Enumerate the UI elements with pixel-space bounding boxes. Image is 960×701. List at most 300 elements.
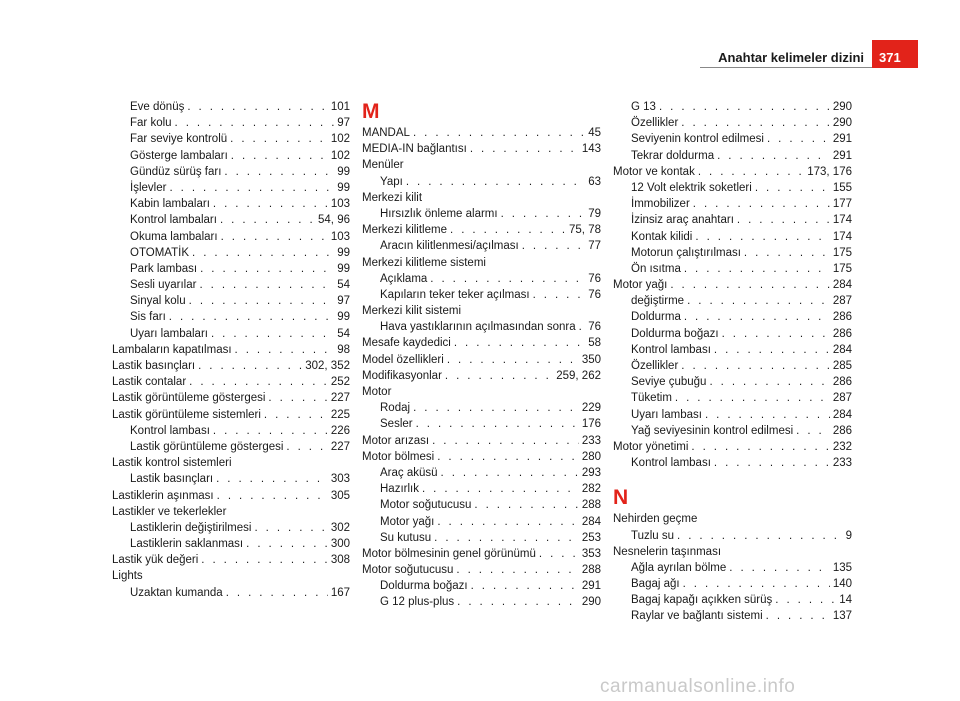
index-entry [112,488,350,504]
index-entry [613,455,852,471]
index-term: Eve dönüş [130,101,185,113]
index-term: Doldurma boğazı [380,580,468,593]
index-entry [613,180,852,196]
index-entry [112,504,350,520]
page-reference: 284 [581,515,601,528]
index-term: Motorun çalıştırılması [631,246,741,259]
page-reference: 302, 352 [305,360,350,372]
dot-leader [659,99,830,115]
dot-leader [767,131,830,147]
page-reference: 290 [832,117,852,130]
page-reference: 103 [330,198,350,211]
index-term: Okuma lambaları [130,230,218,243]
index-term: Merkezi kilitleme [362,224,447,237]
index-entry [112,261,350,277]
index-entry [112,180,350,196]
index-term: Bagaj kapağı açıkken sürüş [631,594,773,607]
dot-leader [714,342,830,358]
page-reference: 175 [832,246,852,259]
index-term: Yapı [380,175,403,188]
index-term: Aracın kilitlenmesi/açılması [380,240,519,253]
index-entry [362,400,601,416]
index-term: Lastik görüntüleme göstergesi [130,440,284,453]
dot-leader [175,115,335,131]
dot-leader [213,423,328,439]
index-term: Lastik basınçları [130,473,214,486]
index-term: Tuzlu su [631,529,675,542]
dot-leader [675,390,830,406]
dot-leader [199,277,334,293]
dot-leader [437,449,579,465]
dot-leader [189,293,335,309]
index-entry [362,562,601,578]
index-entry [362,335,601,351]
page-reference: 284 [832,279,852,292]
index-term: Motor yağı [613,279,668,292]
dot-leader [264,407,328,423]
index-entry [362,368,601,384]
dot-leader [457,594,579,610]
index-term: Modifikasyonlar [362,369,442,382]
index-term: Motor yağı [380,515,435,528]
index-term: Doldurma boğazı [631,327,719,340]
header-divider [700,67,872,68]
index-term: MEDIA-IN bağlantısı [362,143,467,156]
index-term: Motor yönetimi [613,440,689,453]
page-reference: 102 [330,149,350,162]
index-term: Mesafe kaydedici [362,337,451,350]
page-reference: 101 [330,101,350,113]
index-term: Nehirden geçme [613,513,698,526]
page-reference: 143 [581,143,601,156]
dot-leader [187,99,327,115]
page-reference: 99 [337,246,350,259]
index-entry [112,568,350,584]
index-term: Lastiklerin aşınması [112,489,214,502]
dot-leader [441,465,579,481]
index-term: Bagaj ağı [631,578,680,591]
page-reference: 76 [588,321,601,334]
page-reference: 227 [330,392,350,405]
page-reference: 99 [337,165,350,178]
dot-leader [246,536,328,552]
dot-leader [416,416,579,432]
dot-leader [471,578,579,594]
index-entry [362,514,601,530]
page-reference: 99 [337,262,350,275]
page-reference: 233 [581,434,601,447]
index-term: Motor arızası [362,434,430,447]
index-term: Hırsızlık önleme alarmı [380,207,498,220]
dot-leader [737,212,830,228]
index-term: Ön ısıtma [631,262,681,275]
index-term: Merkezi kilitleme sistemi [362,256,486,269]
index-term: Lastik kontrol sistemleri [112,457,232,470]
dot-leader [230,131,328,147]
index-term: MANDAL [362,127,410,139]
dot-leader [522,238,586,254]
dot-leader [579,319,586,335]
index-term: İmmobilizer [631,198,690,211]
dot-leader [714,455,830,471]
page-reference: 350 [581,353,601,366]
dot-leader [691,439,829,455]
page-reference: 54, 96 [318,214,350,227]
dot-leader [200,261,334,277]
index-term: Nesnelerin taşınması [613,545,722,558]
index-entry [362,238,601,254]
page-reference: 167 [330,586,350,599]
index-entry [362,255,601,271]
index-entry [362,287,601,303]
index-entry [362,384,601,400]
page-reference: 305 [330,489,350,502]
index-term: Motor bölmesinin genel görünümü [362,547,536,560]
page-reference: 302 [330,521,350,534]
page-reference: 98 [337,343,350,356]
index-term: Gösterge lambaları [130,149,228,162]
page-reference: 232 [832,440,852,453]
index-entry [362,303,601,319]
index-term: G 13 [631,101,656,113]
dot-leader [189,374,328,390]
page-reference: 284 [832,343,852,356]
index-entry [112,390,350,406]
index-term: Uyarı lambası [631,408,702,421]
index-entry [613,358,852,374]
page-reference: 287 [832,392,852,405]
index-entry [112,245,350,261]
index-term: Hazırlık [380,483,419,496]
page-reference: 353 [581,547,601,560]
dot-leader [406,174,585,190]
index-term: Özellikler [631,360,679,372]
page-reference: 253 [581,531,601,544]
index-term: Far seviye kontrolü [130,133,228,146]
page-reference: 174 [832,214,852,227]
index-term: Lastik yük değeri [112,554,199,567]
index-term: Model özellikleri [362,353,444,366]
dot-leader [286,439,327,455]
page-reference: 288 [581,499,601,512]
index-entry [613,99,852,115]
index-term: Lastikler ve tekerlekler [112,505,227,518]
index-list-m [362,125,601,611]
page-reference: 291 [832,149,852,162]
dot-leader [744,245,830,261]
page-reference: 58 [588,337,601,350]
page-reference: 77 [588,240,601,253]
page-reference: 103 [330,230,350,243]
index-term: İzinsiz araç anahtarı [631,214,734,227]
page-reference: 290 [832,101,852,113]
page-reference: 286 [832,376,852,389]
index-entry [613,261,852,277]
page-reference: 177 [832,198,852,211]
dot-leader [539,546,579,562]
section-letter-n: N [613,486,629,510]
dot-leader [501,206,586,222]
index-term: Motor ve kontak [613,165,695,178]
dot-leader [198,358,302,374]
dot-leader [470,141,579,157]
dot-leader [454,335,585,351]
index-term: Merkezi kilit [362,191,423,204]
index-entry [112,277,350,293]
page-reference: 225 [330,408,350,421]
watermark: carmanualsonline.info [600,676,796,697]
page-reference: 97 [337,117,350,130]
index-entry [362,465,601,481]
index-entry [112,520,350,536]
index-entry [362,481,601,497]
dot-leader [796,423,830,439]
dot-leader [684,309,830,325]
page-reference: 291 [832,133,852,146]
index-term: değiştirme [631,295,685,308]
index-term: Tüketim [631,392,672,405]
dot-leader [211,326,334,342]
index-entry [362,190,601,206]
index-term: Menüler [362,159,404,172]
page-reference: 308 [330,554,350,567]
index-entry [112,148,350,164]
index-term: Uyarı lambaları [130,327,208,340]
index-term: Lambaların kapatılması [112,343,232,356]
dot-leader [437,514,578,530]
index-column-3 [613,99,852,625]
dot-leader [729,560,830,576]
section-letter-m: M [362,100,380,123]
index-entry [112,342,350,358]
index-term: Motor soğutucusu [362,564,454,577]
page-reference: 300 [330,538,350,551]
index-entry [362,449,601,465]
index-term: Uzaktan kumanda [130,586,223,599]
index-term: Sesler [380,418,413,431]
page-reference: 99 [337,181,350,194]
page-reference: 102 [330,133,350,146]
index-entry [613,212,852,228]
index-term: İşlevler [130,181,167,194]
page-reference: 286 [832,311,852,324]
dot-leader [684,261,830,277]
index-term: Sis farı [130,311,166,324]
index-column-1 [112,99,350,601]
page-reference: 173, 176 [807,165,852,178]
index-entry [362,319,601,335]
page-reference: 280 [581,450,601,463]
index-term: Rodaj [380,402,411,415]
page-reference: 288 [581,564,601,577]
page-reference: 293 [581,466,601,479]
dot-leader [705,407,830,423]
index-entry [112,374,350,390]
index-entry [613,528,852,544]
dot-leader [681,358,830,374]
index-entry [613,511,852,527]
index-term: Seviye çubuğu [631,376,707,389]
index-term: Gündüz sürüş farı [130,165,222,178]
index-entry [613,439,852,455]
page-reference: 76 [588,272,601,285]
page-reference: 79 [588,207,601,220]
dot-leader [217,488,328,504]
index-entry [112,536,350,552]
index-term: Lastik contalar [112,376,187,389]
page-reference: 137 [832,610,852,623]
dot-leader [231,148,328,164]
page-reference: 227 [330,440,350,453]
index-entry [112,293,350,309]
index-entry [613,131,852,147]
index-term: Kontrol lambası [130,424,210,437]
dot-leader [169,309,334,325]
dot-leader [221,229,328,245]
dot-leader [213,196,328,212]
index-entry [613,342,852,358]
index-list-n [613,511,852,624]
index-entry [613,407,852,423]
index-term: Sesli uyarılar [130,279,197,292]
index-entry [362,578,601,594]
dot-leader [766,608,830,624]
index-entry [362,174,601,190]
dot-leader [755,180,830,196]
index-entry [112,326,350,342]
dot-leader [413,400,579,416]
index-entry [362,141,601,157]
index-entry [362,497,601,513]
index-entry [613,115,852,131]
index-entry [112,423,350,439]
dot-leader [695,229,829,245]
index-entry [362,222,601,238]
index-term: Su kutusu [380,531,432,544]
page-reference: 286 [832,424,852,437]
index-entry [362,416,601,432]
index-entry [112,358,350,374]
index-column-2 [362,99,601,611]
dot-leader [235,342,335,358]
index-term: Kontrol lambaları [130,214,217,227]
page-number: 371 [879,50,901,65]
index-entry [613,229,852,245]
index-term: Park lambası [130,262,198,275]
dot-leader [169,180,334,196]
dot-leader [474,497,578,513]
index-term: Kabin lambaları [130,198,210,211]
index-entry [613,164,852,180]
dot-leader [254,520,327,536]
dot-leader [434,530,579,546]
index-entry [362,206,601,222]
page-reference: 9 [845,529,852,542]
index-entry [613,374,852,390]
page-reference: 282 [581,483,601,496]
dot-leader [413,125,585,141]
page-reference: 287 [832,295,852,308]
index-term: G 12 plus-plus [380,596,455,609]
dot-leader [681,115,830,131]
index-entry [112,131,350,147]
page-reference: 97 [337,295,350,308]
page-reference: 290 [581,596,601,609]
index-term: Kontak kilidi [631,230,693,243]
index-term: OTOMATİK [130,246,189,259]
page-reference: 75, 78 [569,224,601,237]
index-entry [613,390,852,406]
page-reference: 76 [588,288,601,301]
index-term: Far kolu [130,117,172,130]
index-term: Tekrar doldurma [631,149,715,162]
index-entry [362,352,601,368]
page-reference: 54 [337,279,350,292]
dot-leader [216,471,328,487]
page-reference: 54 [337,327,350,340]
index-entry [613,148,852,164]
page-reference: 63 [588,175,601,188]
dot-leader [456,562,578,578]
index-entry [362,157,601,173]
index-entry [112,115,350,131]
dot-leader [717,148,830,164]
index-entry [362,433,601,449]
dot-leader [698,164,804,180]
index-term: Lastik görüntüleme sistemleri [112,408,261,421]
page-reference: 284 [832,408,852,421]
dot-leader [447,352,579,368]
page-reference: 291 [581,580,601,593]
index-entry [613,309,852,325]
index-entry [613,592,852,608]
page-reference: 286 [832,327,852,340]
index-term: Kontrol lambası [631,343,711,356]
index-term: Raylar ve bağlantı sistemi [631,610,763,623]
dot-leader [709,374,829,390]
dot-leader [432,433,579,449]
page-reference: 135 [832,561,852,574]
index-entry [112,309,350,325]
index-term: Motor bölmesi [362,450,435,463]
index-term: Motor [362,386,392,398]
index-entry [613,277,852,293]
index-term: Kontrol lambası [631,457,711,470]
index-entry [112,455,350,471]
section-spacer [613,471,852,485]
page-reference: 174 [832,230,852,243]
dot-leader [220,212,315,228]
page-reference: 155 [832,181,852,194]
index-entry [613,544,852,560]
dot-leader [430,271,585,287]
page-reference: 99 [337,311,350,324]
page-reference: 285 [832,360,852,372]
index-entry [613,293,852,309]
dot-leader [226,585,328,601]
index-entry [112,196,350,212]
index-entry [613,608,852,624]
dot-leader [224,164,334,180]
dot-leader [775,592,836,608]
page-reference: 175 [832,262,852,275]
dot-leader [445,368,553,384]
dot-leader [268,390,327,406]
page-reference: 252 [330,376,350,389]
dot-leader [450,222,566,238]
index-entry [613,423,852,439]
dot-leader [192,245,334,261]
